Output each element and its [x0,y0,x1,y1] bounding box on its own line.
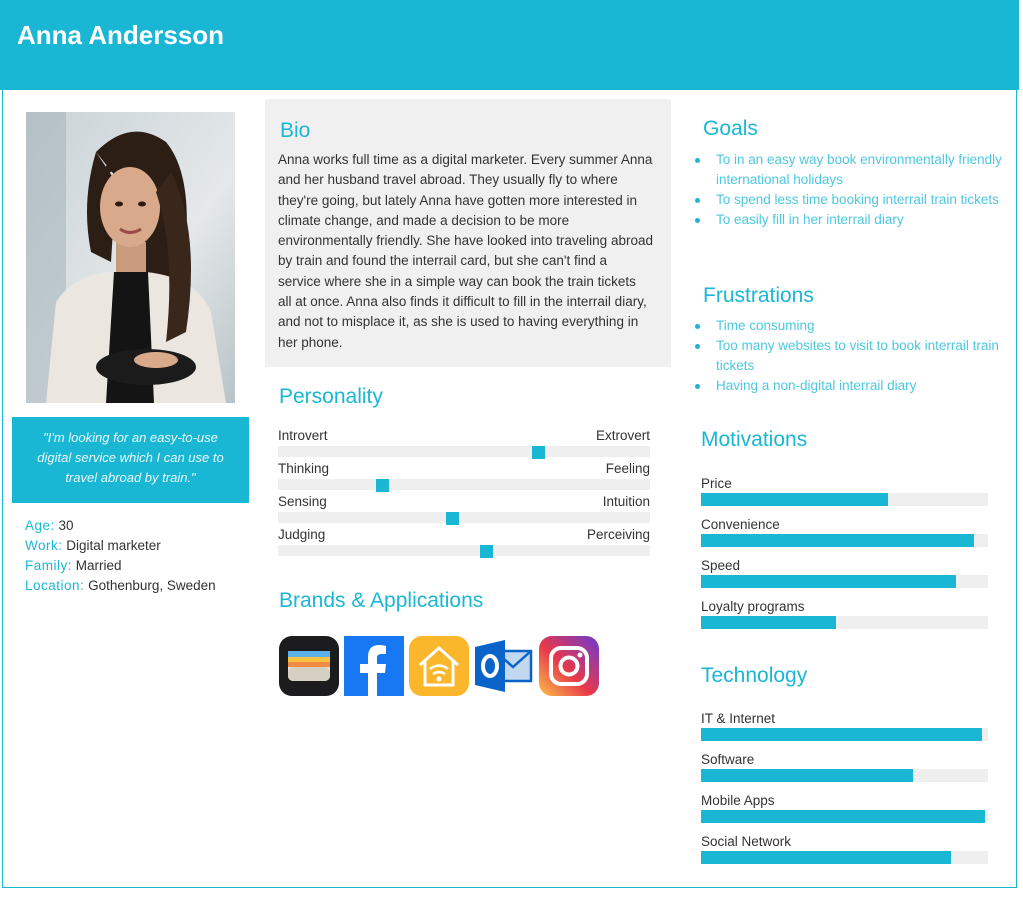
trait-marker [532,446,545,459]
trait-left-label: Sensing [278,494,327,509]
trait-track [278,479,650,490]
persona-facts [25,516,245,596]
meter-fill [701,534,974,547]
outlook-icon [473,635,535,697]
trait-track [278,545,650,556]
meter-fill [701,728,982,741]
fact-label: Family: [25,558,72,573]
trait-marker [376,479,389,492]
brands-title: Brands & Applications [279,589,484,612]
bio-text: Anna works full time as a digital marketer. Every summer Anna and her husband travel abroad. They usually fly to where they're going, but lately Anna have gotten more interested in climate change, and made a decision to be more environmentally friendly. She have looked into traveling abroad by train and found the interrail card, but she can't find a service where she in a simple way can book the train tickets all at once. Anna also finds it difficult to fill in the interrail diary, and not to misplace it, as she is used to having everything in her phone. [278,152,653,350]
meter-fill [701,575,956,588]
meter-label: Social Network [701,834,792,849]
fact-value: Gothenburg, Sweden [88,578,216,593]
meter-fill [701,769,913,782]
meter-track [701,493,988,506]
meter-label: Software [701,752,755,767]
personality-title: Personality [279,385,383,408]
smart-home-icon [408,635,470,697]
trait-marker [480,545,493,558]
meter-track [701,851,988,864]
trait-track [278,512,650,523]
meter-track [701,616,988,629]
frustration-item: Having a non-digital interrail diary [693,376,1005,396]
bio-title: Bio [280,119,311,142]
fact-value: 30 [58,518,74,533]
trait-left-label: Thinking [278,461,330,476]
meter-fill [701,616,836,629]
fact-work [25,536,245,556]
frustration-item: Too many websites to visit to book interrail train tickets [693,336,1005,376]
fact-label: Location: [25,578,85,593]
bio-panel [265,99,671,367]
meter-fill [701,851,951,864]
trait-left-label: Judging [278,527,326,542]
goal-item: To in an easy way book environmentally friendly international holidays [693,150,1005,190]
frustrations-title: Frustrations [703,284,814,307]
meter-track [701,769,988,782]
trait-marker [446,512,459,525]
fact-age [25,516,245,536]
fact-location [25,576,245,596]
meter-label: Price [701,476,732,491]
trait-right-label: Feeling [605,461,650,476]
goals-title: Goals [703,117,758,140]
fact-label: Age: [25,518,55,533]
trait-left-label: Introvert [278,428,328,443]
meter-fill [701,493,888,506]
persona-quote: "I'm looking for an easy-to-use digital service which I can use to travel abroad by train." [12,417,249,503]
trait-track [278,446,650,457]
meter-label: Loyalty programs [701,599,805,614]
meter-track [701,728,988,741]
wallet-icon [278,635,340,697]
meter-label: Mobile Apps [701,793,775,808]
fact-family [25,556,245,576]
fact-value: Digital marketer [66,538,161,553]
persona-photo [26,112,235,403]
meter-label: IT & Internet [701,711,776,726]
trait-right-label: Perceiving [586,527,650,542]
meter-label: Speed [701,558,741,573]
trait-right-label: Extrovert [595,428,650,443]
persona-name: Anna Andersson [17,20,225,50]
trait-right-label: Intuition [602,494,650,509]
meter-track [701,810,988,823]
motivations-title: Motivations [701,428,808,451]
goal-item: To spend less time booking interrail train tickets [693,190,1005,210]
technology-title: Technology [701,664,808,687]
meter-fill [701,810,985,823]
meter-track [701,534,988,547]
instagram-icon [538,635,600,697]
fact-value: Married [75,558,122,573]
frustration-item: Time consuming [693,316,1005,336]
goal-item: To easily fill in her interrail diary [693,210,1005,230]
fact-label: Work: [25,538,63,553]
meter-label: Convenience [701,517,780,532]
goals-list [693,150,1005,230]
facebook-icon [343,635,405,697]
frustrations-list [693,316,1005,396]
header-bar [0,0,1019,90]
meter-track [701,575,988,588]
